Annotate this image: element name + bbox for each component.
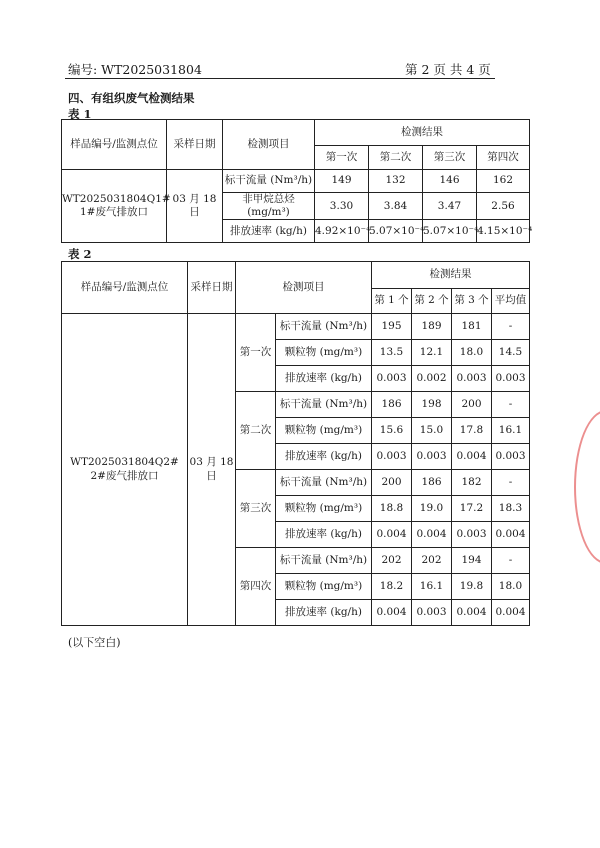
test-item: 颗粒物 (mg/m³) [276, 496, 372, 522]
header-sampling-date: 采样日期 [188, 262, 236, 314]
result-value: 0.003 [492, 366, 530, 392]
test-item: 排放速率 (kg/h) [276, 600, 372, 626]
table-row [62, 170, 530, 193]
result-value: 16.1 [412, 574, 452, 600]
result-value: 15.6 [372, 418, 412, 444]
table1-title: 表 1 [68, 107, 92, 121]
run-label: 第二次 [236, 392, 276, 470]
header-sample-id: 样品编号/监测点位 [62, 120, 167, 170]
result-value: 162 [477, 170, 530, 193]
sampling-date: 03 月 18 日 [188, 314, 236, 626]
test-item: 排放速率 (kg/h) [223, 220, 315, 243]
sample-id: WT2025031804Q2# 2#废气排放口 [62, 314, 188, 626]
result-value: 0.004 [372, 522, 412, 548]
test-item: 排放速率 (kg/h) [276, 444, 372, 470]
test-item: 非甲烷总烃 (mg/m³) [223, 193, 315, 220]
table-row [62, 314, 530, 340]
result-value: 18.0 [452, 340, 492, 366]
sample-id: WT2025031804Q1# 1#废气排放口 [62, 170, 167, 243]
test-item: 排放速率 (kg/h) [276, 366, 372, 392]
result-value: 19.0 [412, 496, 452, 522]
result-value: - [492, 470, 530, 496]
result-value: 14.5 [492, 340, 530, 366]
result-value: 0.003 [452, 522, 492, 548]
result-value: 186 [412, 470, 452, 496]
table-row [62, 120, 530, 146]
result-value: 149 [315, 170, 369, 193]
result-value: 0.003 [412, 444, 452, 470]
result-value: - [492, 548, 530, 574]
result-value: 0.004 [452, 600, 492, 626]
sampling-date: 03 月 18 日 [167, 170, 223, 243]
test-item: 标干流量 (Nm³/h) [276, 314, 372, 340]
result-value: 194 [452, 548, 492, 574]
result-value: 146 [423, 170, 477, 193]
header-run: 第四次 [477, 146, 530, 170]
header-sample-col: 平均值 [492, 289, 530, 314]
header-sampling-date: 采样日期 [167, 120, 223, 170]
test-item: 颗粒物 (mg/m³) [276, 574, 372, 600]
result-value: 186 [372, 392, 412, 418]
result-value: 132 [369, 170, 423, 193]
result-value: 17.8 [452, 418, 492, 444]
test-item: 颗粒物 (mg/m³) [276, 340, 372, 366]
result-value: 15.0 [412, 418, 452, 444]
header-run: 第三次 [423, 146, 477, 170]
header-sample-col: 第 3 个 [452, 289, 492, 314]
header-run: 第一次 [315, 146, 369, 170]
result-value: 12.1 [412, 340, 452, 366]
test-item: 排放速率 (kg/h) [276, 522, 372, 548]
result-value: 189 [412, 314, 452, 340]
table1 [61, 119, 533, 243]
result-value: 3.84 [369, 193, 423, 220]
header-rule [65, 78, 495, 79]
result-value: 4.92×10⁻⁴ [315, 220, 369, 243]
result-value: 18.2 [372, 574, 412, 600]
result-value: 3.47 [423, 193, 477, 220]
result-value: 195 [372, 314, 412, 340]
header-test-item: 检测项目 [236, 262, 372, 314]
result-value: 0.004 [492, 522, 530, 548]
result-value: 198 [412, 392, 452, 418]
result-value: 200 [372, 470, 412, 496]
result-value: 13.5 [372, 340, 412, 366]
result-value: 18.8 [372, 496, 412, 522]
result-value: 19.8 [452, 574, 492, 600]
table2 [61, 261, 530, 626]
header-test-item: 检测项目 [223, 120, 315, 170]
result-value: - [492, 392, 530, 418]
result-value: 0.003 [372, 444, 412, 470]
test-item: 标干流量 (Nm³/h) [223, 170, 315, 193]
header-sample-col: 第 1 个 [372, 289, 412, 314]
table2-title: 表 2 [68, 247, 92, 261]
result-value: 182 [452, 470, 492, 496]
page-number: 第 2 页 共 4 页 [405, 62, 491, 77]
result-value: - [492, 314, 530, 340]
header-sample-col: 第 2 个 [412, 289, 452, 314]
result-value: 0.004 [412, 522, 452, 548]
result-value: 5.07×10⁻⁴ [423, 220, 477, 243]
result-value: 202 [372, 548, 412, 574]
result-value: 0.003 [412, 600, 452, 626]
result-value: 2.56 [477, 193, 530, 220]
result-value: 18.0 [492, 574, 530, 600]
run-label: 第四次 [236, 548, 276, 626]
test-item: 标干流量 (Nm³/h) [276, 392, 372, 418]
run-label: 第一次 [236, 314, 276, 392]
result-value: 0.003 [492, 444, 530, 470]
run-label: 第三次 [236, 470, 276, 548]
seal-stamp [578, 420, 600, 560]
section-title: 四、有组织废气检测结果 [68, 91, 195, 105]
result-value: 17.2 [452, 496, 492, 522]
header-test-result: 检测结果 [372, 262, 530, 289]
report-number: 编号: WT2025031804 [68, 62, 202, 77]
result-value: 18.3 [492, 496, 530, 522]
header-run: 第二次 [369, 146, 423, 170]
result-value: 0.004 [492, 600, 530, 626]
test-item: 标干流量 (Nm³/h) [276, 470, 372, 496]
result-value: 4.15×10⁻⁴ [477, 220, 530, 243]
result-value: 16.1 [492, 418, 530, 444]
test-item: 颗粒物 (mg/m³) [276, 418, 372, 444]
header-sample-id: 样品编号/监测点位 [62, 262, 188, 314]
result-value: 0.004 [372, 600, 412, 626]
result-value: 0.004 [452, 444, 492, 470]
result-value: 5.07×10⁻⁴ [369, 220, 423, 243]
result-value: 181 [452, 314, 492, 340]
result-value: 0.003 [372, 366, 412, 392]
table-row [62, 262, 530, 289]
result-value: 3.30 [315, 193, 369, 220]
header-test-result: 检测结果 [315, 120, 530, 146]
result-value: 0.002 [412, 366, 452, 392]
result-value: 200 [452, 392, 492, 418]
result-value: 202 [412, 548, 452, 574]
blank-note: (以下空白) [68, 636, 121, 649]
result-value: 0.003 [452, 366, 492, 392]
test-item: 标干流量 (Nm³/h) [276, 548, 372, 574]
